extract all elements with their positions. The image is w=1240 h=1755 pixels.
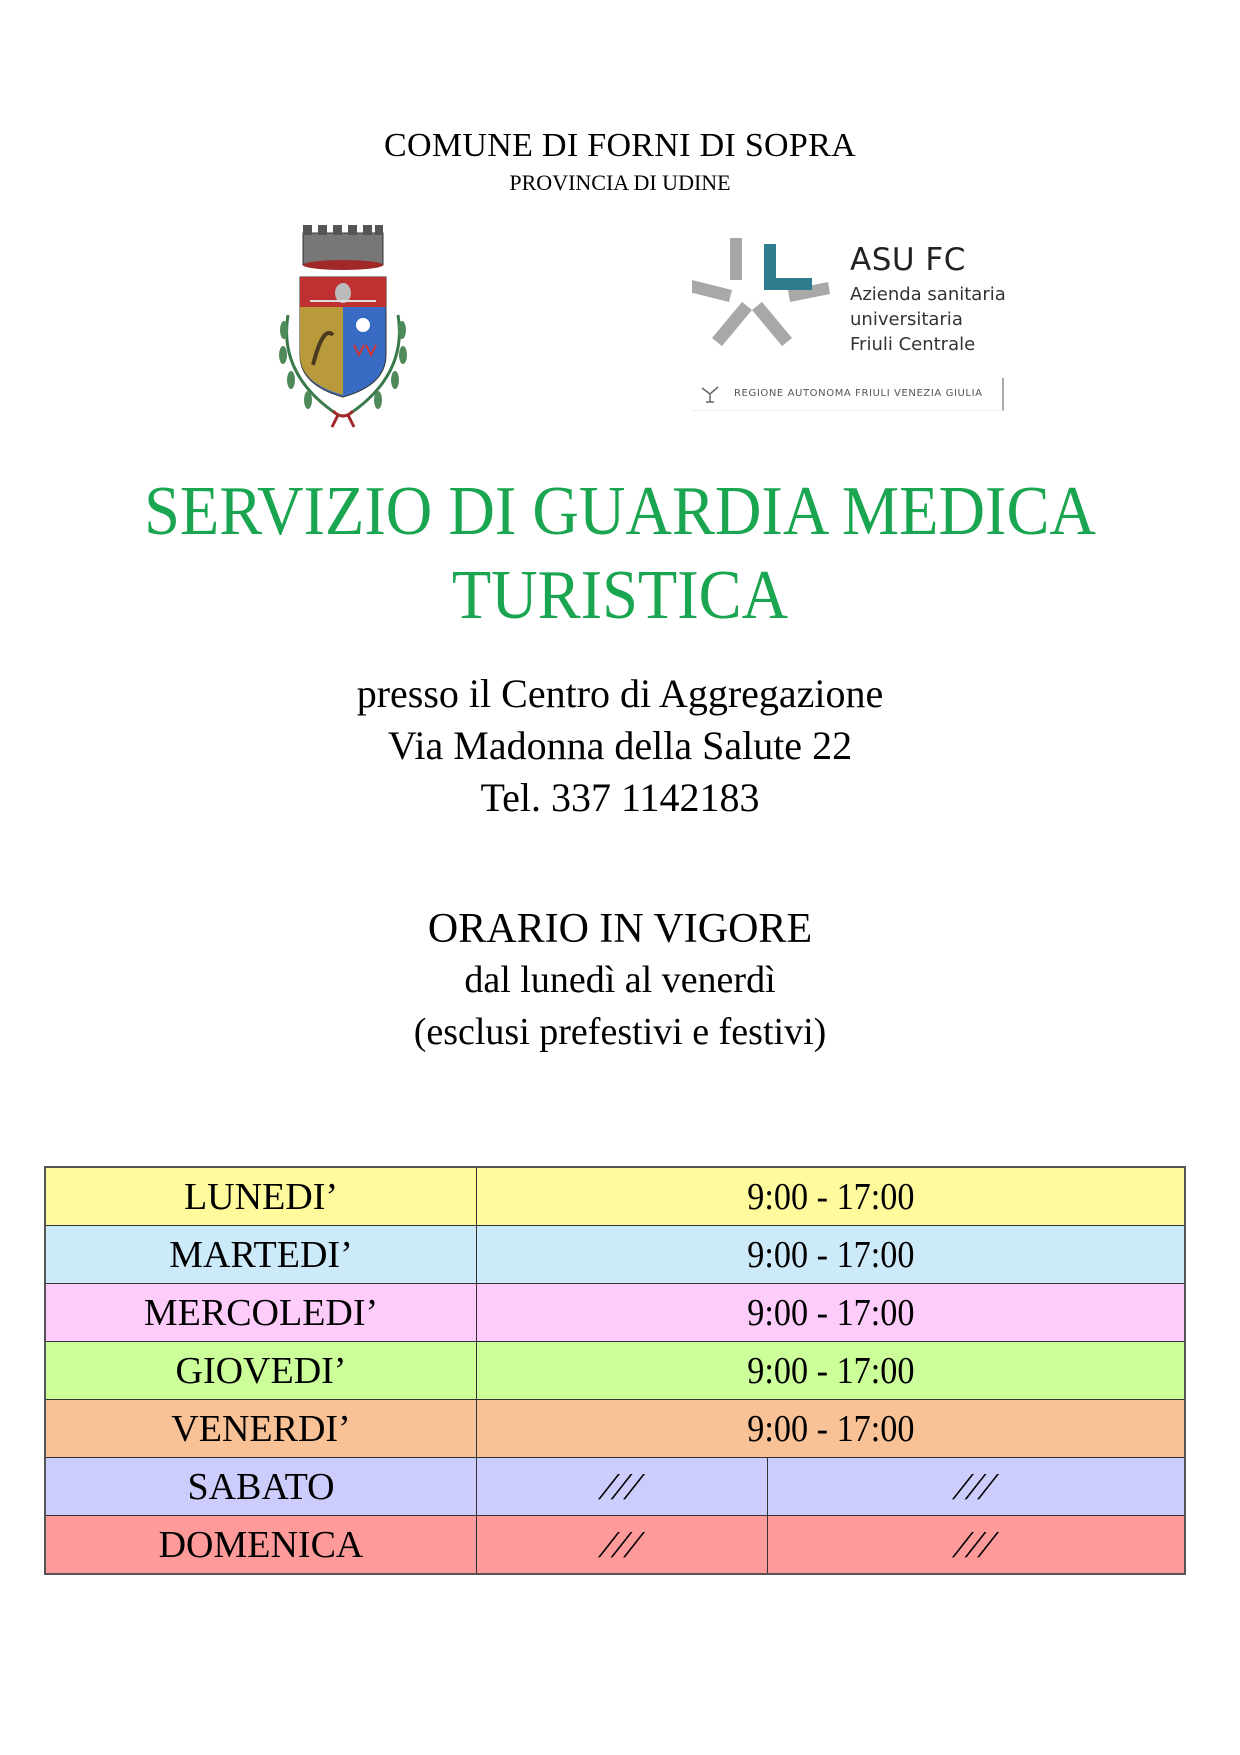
asu-line-1: Azienda sanitaria — [850, 284, 1006, 305]
day-cell: MARTEDI’ — [45, 1226, 477, 1284]
regione-banner — [692, 378, 1004, 411]
hours-cell — [477, 1400, 1186, 1458]
morning-cell — [477, 1516, 768, 1575]
hours-cell — [477, 1284, 1186, 1342]
hours-text: 9:00 - 17:00 — [746, 1291, 915, 1334]
provincia-name: PROVINCIA DI UDINE — [509, 170, 731, 195]
table-row — [45, 1400, 1185, 1458]
hours-text: 9:00 - 17:00 — [746, 1175, 915, 1218]
schedule-days: dal lunedì al venerdì — [464, 959, 776, 1001]
day-cell: MERCOLEDI’ — [45, 1284, 477, 1342]
service-title-line-2: TURISTICA — [451, 557, 789, 634]
closed-mark: /// — [597, 1465, 647, 1508]
hours-text: 9:00 - 17:00 — [746, 1407, 915, 1450]
asu-title: ASU FC — [850, 242, 966, 278]
afternoon-cell — [768, 1458, 1186, 1516]
morning-cell — [477, 1458, 768, 1516]
closed-mark: /// — [597, 1523, 647, 1566]
table-row — [45, 1516, 1185, 1575]
day-cell: VENERDI’ — [45, 1400, 477, 1458]
table-row — [45, 1167, 1185, 1226]
table-row — [45, 1342, 1185, 1400]
hours-cell — [477, 1342, 1186, 1400]
closed-mark: /// — [951, 1465, 1001, 1508]
regione-text: REGIONE AUTONOMA FRIULI VENEZIA GIULIA — [734, 388, 983, 399]
table-row — [45, 1226, 1185, 1284]
hours-cell — [477, 1226, 1186, 1284]
phone-number: Tel. 337 1142183 — [480, 775, 760, 820]
asu-line-3: Friuli Centrale — [850, 334, 976, 355]
day-cell: LUNEDI’ — [45, 1167, 477, 1226]
hours-cell — [477, 1167, 1186, 1226]
day-cell: DOMENICA — [45, 1516, 477, 1575]
service-title-line-1: SERVIZIO DI GUARDIA MEDICA — [144, 473, 1096, 550]
asu-line-2: universitaria — [850, 309, 963, 330]
schedule-heading: ORARIO IN VIGORE — [427, 906, 813, 952]
location-name: presso il Centro di Aggregazione — [356, 671, 884, 716]
schedule-table — [44, 1166, 1186, 1575]
comune-name: COMUNE DI FORNI DI SOPRA — [384, 127, 856, 164]
schedule-subtitle — [0, 954, 1240, 1058]
address-block — [0, 668, 1240, 824]
coat-of-arms-icon — [258, 225, 428, 435]
table-row — [45, 1284, 1185, 1342]
day-cell: SABATO — [45, 1458, 477, 1516]
street-address: Via Madonna della Salute 22 — [387, 723, 853, 768]
hours-text: 9:00 - 17:00 — [746, 1349, 915, 1392]
afternoon-cell — [768, 1516, 1186, 1575]
closed-mark: /// — [951, 1523, 1001, 1566]
asu-star-icon — [692, 238, 832, 358]
hours-text: 9:00 - 17:00 — [746, 1233, 915, 1276]
schedule-note: (esclusi prefestivi e festivi) — [413, 1011, 827, 1053]
eagle-icon — [698, 382, 722, 406]
day-cell: GIOVEDI’ — [45, 1342, 477, 1400]
asu-fc-logo — [692, 238, 1022, 418]
table-row — [45, 1458, 1185, 1516]
